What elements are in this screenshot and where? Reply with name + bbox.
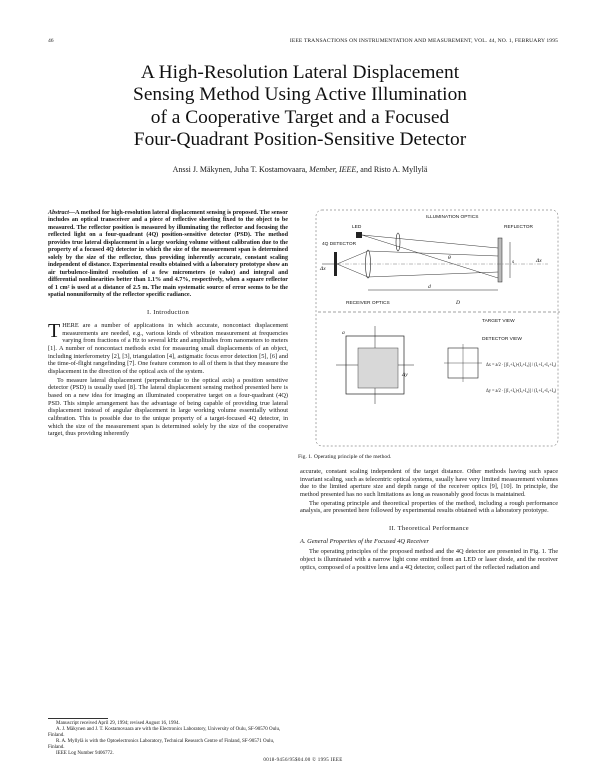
label-s: s bbox=[512, 259, 515, 265]
author-list bbox=[40, 165, 560, 174]
figure-1-caption: Fig. 1. Operating principle of the method. bbox=[298, 454, 392, 460]
title-line: of a Cooperative Target and a Focused bbox=[150, 106, 450, 128]
label-reflector: REFLECTOR bbox=[504, 225, 533, 230]
footnote-received: Manuscript received April 29, 1994; revised August 16, 1994. bbox=[56, 721, 180, 726]
subsection-heading-general-properties: A. General Properties of the Focused 4Q Receiver bbox=[300, 537, 429, 545]
running-head bbox=[48, 38, 558, 48]
figure-1-diagram bbox=[298, 208, 571, 452]
right-paragraph-1: accurate, constant scaling independent of the target distance. Other methods having such space invariant scaling, such as telecentric optical systems, usually have very limited measurement volumes due to the limited aperture size and depth range of the receiver optics [9], [10]. In principle, the method presented has no such limitations as long as reasonably good focus is maintained. bbox=[300, 468, 558, 498]
author-conjunction: and bbox=[360, 165, 372, 174]
left-column bbox=[48, 210, 288, 438]
journal-name: IEEE TRANSACTIONS ON INSTRUMENTATION AND MEASUREMENT, VOL. 44, NO. 1, FEBRUARY 1995 bbox=[289, 38, 558, 44]
right-paragraph-2: The operating principle and theoretical properties of the method, including a rough performance analysis, are presented here followed by experimental results obtained with a laboratory prototype. bbox=[300, 499, 558, 515]
paper-title bbox=[40, 62, 560, 152]
label-receiver-optics: RECEIVER OPTICS bbox=[346, 301, 390, 306]
label-D: D bbox=[456, 300, 461, 306]
label-theta: θ bbox=[448, 255, 451, 261]
intro-paragraph-1 bbox=[48, 322, 288, 376]
label-dx-detector: Δx bbox=[320, 266, 326, 272]
theory-paragraph-1: The operating principles of the proposed method and the 4Q detector are presented in Fig. 1. The object is illuminated with a narrow light cone emitted from an LED or laser diode, and the receiver optics, composed of a positive lens and a 4Q detector, collect part of the reflected radiation and bbox=[300, 548, 558, 571]
received-ray-1 bbox=[337, 251, 368, 264]
received-ray-4 bbox=[368, 272, 498, 277]
illumination-lens bbox=[396, 233, 400, 251]
led-source bbox=[356, 232, 362, 238]
label-d: d bbox=[428, 284, 431, 290]
label-dx-target: Δx bbox=[536, 258, 542, 264]
right-column bbox=[300, 468, 558, 571]
drop-cap: T bbox=[48, 320, 61, 343]
footnote-affiliation-2: R. A. Myllylä is with the Optoelectronics Laboratory, Technical Research Centre of Finland, SF-90571 Oulu, Finland. bbox=[48, 739, 275, 750]
received-ray-2 bbox=[337, 264, 368, 277]
abstract-label: Abstract— bbox=[48, 210, 76, 216]
title-line: Sensing Method Using Active Illumination bbox=[133, 84, 467, 106]
intro-paragraph-2: To measure lateral displacement (perpendicular to the optical axis) a position sensitive detector (PSD) is usually used [8]. The lateral displacement sensing method presented here is based on a new idea for imaging an illuminated cooperative target on a four-quadrant (4Q) PSD. This simple arrangement has the advantage of being capable of providing true lateral displacement instead of angular displacement in large working volume essentially without calibration. This is possible due to the unique property of a target-focused 4Q detector, in which the size of the measurement span is determined solely by the size of the cooperative target, thus providing inherently bbox=[48, 376, 288, 438]
title-line: A High-Resolution Lateral Displacement bbox=[140, 62, 460, 83]
footnote-affiliation-1: A. J. Mäkynen and J. T. Kostamovaara are with the Electronics Laboratory, University of Oulu, SF-90570 Oulu, Finland. bbox=[48, 727, 281, 738]
quadrant-detector bbox=[334, 252, 337, 276]
abstract bbox=[48, 210, 288, 299]
label-target-view: TARGET VIEW bbox=[482, 319, 515, 324]
author-1: Anssi J. Mäkynen, bbox=[172, 165, 233, 174]
label-dy: Δy bbox=[402, 372, 408, 378]
reflector-sheet bbox=[498, 238, 502, 282]
author-3: Risto A. Myllylä bbox=[373, 165, 428, 174]
footnote-block bbox=[48, 718, 288, 757]
equation-dx: Δx = a/2 · [(I₁+I₄)-(I₂+I₃)] / (I₁+I₂+I₃+I₄) bbox=[486, 362, 571, 368]
footnote-log-number: IEEE Log Number 9406772. bbox=[56, 751, 114, 756]
author-2: Juha T. Kostamovaara, bbox=[234, 165, 308, 174]
intro-paragraph-1-text: HERE are a number of applications in which accurate, noncontact displacement measurements are needed, e.g., various kinds of vibration measurement at frequencies varying from fractions of a Hz to several kHz and amplitudes from nanometers to meters [1]. A number of noncontact methods exist for measuring small displacements of an object, including interferometry [2], [3], triangulation [4], astigmatic focus error detection [5], [6] and the time-of-flight rangefinding [7]. One feature common to all of them is that they measure the displacement in the direction of the optical axis of the system. bbox=[48, 322, 288, 376]
title-line: Four-Quadrant Position-Sensitive Detector bbox=[133, 129, 467, 151]
section-heading-theory: II. Theoretical Performance bbox=[389, 524, 469, 532]
label-4q-detector: 4Q DETECTOR bbox=[322, 242, 357, 247]
footnote-rule bbox=[48, 718, 108, 719]
label-led: LED bbox=[352, 225, 362, 230]
copyright-line: 0018-9456/95$04.00 © 1995 IEEE bbox=[263, 758, 343, 763]
figure-1 bbox=[298, 208, 571, 463]
label-illumination-optics: ILLUMINATION OPTICS bbox=[426, 215, 479, 220]
received-ray-3 bbox=[368, 251, 498, 256]
section-heading-introduction: I. Introduction bbox=[146, 309, 190, 317]
label-detector-view: DETECTOR VIEW bbox=[482, 337, 522, 342]
page-number: 46 bbox=[48, 38, 54, 44]
label-a: a bbox=[342, 330, 345, 336]
abstract-text: A method for high-resolution lateral displacement sensing is proposed. The sensor includes an optical transceiver and a piece of reflective sheeting fixed to the object to be measured. The reflector position is measured by illuminating the reflector and focusing the reflected light on a four-quadrant (4Q) position-sensitive detector (PSD). The method provides true lateral displacement in a large working volume without calibration due to the property of a focused 4Q detector in which the size of the measurement span is determined solely by the size of the reflector, thus providing inherently accurate, constant scaling independent of distance. Experimental results obtained with a laboratory prototype show an air turbulence-limited resolution of a few micrometers (σ value) and integral and differential nonlinearities better than 1.1% and 4.7%, respectively, when a square reflector of 1 cm² is used at a distance of 2.5 m. The main systematic source of error seems to be the spatial nonuniformity of the reflector specific radiance. bbox=[48, 210, 288, 298]
reflector-image-spot bbox=[358, 348, 398, 388]
equation-dy: Δy = a/2 · [(I₁+I₂)-(I₃+I₄)] / (I₁+I₂+I₃+I₄) bbox=[486, 388, 571, 394]
author-2-membership: Member, IEEE, bbox=[309, 165, 359, 174]
